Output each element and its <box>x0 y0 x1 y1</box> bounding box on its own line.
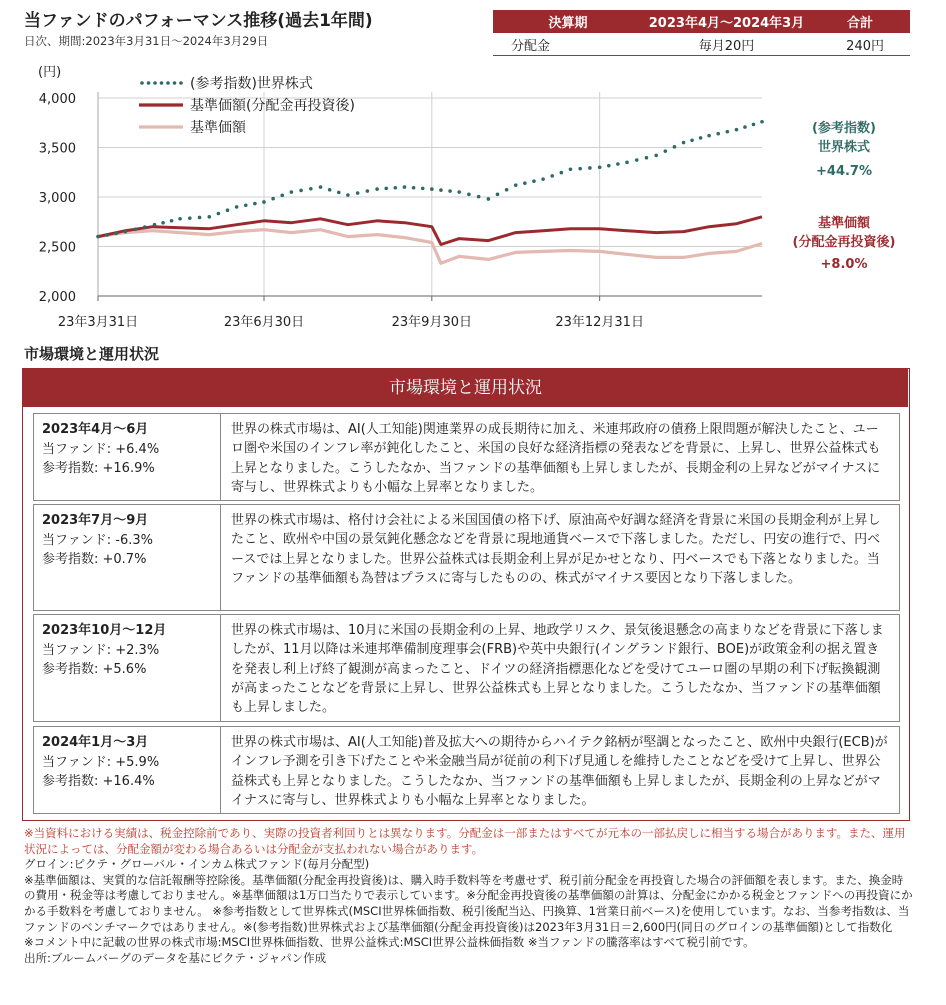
fund-name-note: グロイン:ピクテ・グローバル・インカム株式ファンド(毎月分配型) <box>24 857 370 872</box>
benchmark-point <box>682 141 686 145</box>
performance-chart <box>0 62 946 332</box>
quarter-summary <box>34 414 221 500</box>
benchmark-point <box>487 197 491 201</box>
legend-dot-swatch <box>166 81 170 85</box>
benchmark-point <box>319 185 323 189</box>
benchmark-point <box>514 183 518 187</box>
legend-label: (参考指数)世界株式 <box>190 76 313 92</box>
x-tick-label: 23年12月31日 <box>555 315 644 330</box>
benchmark-point <box>439 188 443 192</box>
benchmark-point <box>96 235 100 239</box>
benchmark-point <box>394 186 398 190</box>
benchmark-point <box>635 158 639 162</box>
fund-return: 当ファンド: +6.4% <box>42 442 160 457</box>
benchmark-point <box>124 230 128 234</box>
benchmark-point <box>375 187 379 191</box>
benchmark-point <box>366 189 370 193</box>
benchmark-point <box>541 177 545 181</box>
benchmark-point <box>290 190 294 194</box>
benchmark-point <box>198 216 202 220</box>
benchmark-point <box>217 212 221 216</box>
quarter-period: 2024年1月～3月 <box>42 735 149 750</box>
benchmark-point <box>153 223 157 227</box>
benchmark-point <box>226 208 230 212</box>
benchmark-point <box>280 194 284 198</box>
benchmark-point <box>598 166 602 170</box>
benchmark-point <box>188 216 192 220</box>
benchmark-end-label: 世界株式 <box>817 140 871 155</box>
benchmark-point <box>235 205 239 209</box>
market-section-heading: 市場環境と運用状況 <box>24 345 160 363</box>
dividend-table <box>493 10 910 56</box>
benchmark-point <box>105 233 109 237</box>
benchmark-point <box>578 167 582 171</box>
x-tick-label: 23年3月31日 <box>57 315 139 330</box>
benchmark-point <box>412 186 416 190</box>
benchmark-point <box>253 202 257 206</box>
legend-dot-swatch <box>179 81 183 85</box>
benchmark-point <box>707 134 711 138</box>
quarter-row <box>33 504 900 611</box>
benchmark-end-label: (参考指数) <box>812 121 876 136</box>
x-tick-label: 23年6月30日 <box>223 315 305 330</box>
benchmark-point <box>505 188 509 192</box>
benchmark-point <box>421 187 425 191</box>
benchmark-point <box>271 197 275 201</box>
benchmark-point <box>328 188 332 192</box>
quarter-commentary: 世界の株式市場は、10月に米国の長期金利の上昇、地政学リスク、景気後退懸念の高まりなどを背景に下落しましたが、11月以降は米連邦準備制度理事会(FRB)や英中央銀行(イングランド銀行、BOE)が政策金利の据え置きを発表し利上げ終了観測が高まったこと、ドイツの経済指標悪化などを受けてユーロ圏の早期の利下げ転換観測が高まったことなどを背景に上昇し、世界公益株式も上昇となりました。こうしたなか、当ファンドの基準価額も上昇しました。 <box>231 623 884 716</box>
benchmark-return-label: +44.7% <box>816 164 872 179</box>
y-tick-label: 2,500 <box>38 240 76 256</box>
legend-dot-swatch <box>140 81 144 85</box>
benchmark-point <box>726 130 730 134</box>
chart-period-subtitle: 日次、期間:2023年3月31日～2024年3月29日 <box>24 34 269 48</box>
legend-dot-swatch <box>173 81 177 85</box>
y-axis <box>38 65 98 305</box>
benchmark-point <box>569 167 573 171</box>
fund-return: 当ファンド: +5.9% <box>42 755 160 770</box>
benchmark-point <box>690 138 694 142</box>
reference-return: 参考指数: +5.6% <box>42 662 147 677</box>
x-axis <box>58 296 762 330</box>
benchmark-point <box>673 145 677 149</box>
benchmark-point <box>337 191 341 195</box>
y-unit-label: (円) <box>38 65 62 80</box>
y-tick-label: 2,000 <box>38 290 76 305</box>
benchmark-point <box>752 123 756 127</box>
market-commentary-box <box>22 368 910 821</box>
benchmark-point <box>309 187 313 191</box>
benchmark-point <box>133 228 137 232</box>
quarter-commentary: 世界の株式市場は、AI(人工知能)関連業界の成長期待に加え、米連邦政府の債務上限問題が解決したこと、ユーロ圏や米国のインフレ率が鈍化したこと、米国の良好な経済指標の発表などを背景に、上昇し、世界公益株式も上昇となりました。こうしたなか、当ファンドの基準価額も上昇しましたが、長期金利の上昇などがマイナスに寄与し、世界株式よりも小幅な上昇率となりました。 <box>231 422 881 495</box>
page-title: 当ファンドのパフォーマンス推移(過去1年間) <box>24 11 373 31</box>
benchmark-point <box>262 200 266 204</box>
benchmark-point <box>457 190 461 194</box>
nav-end-label: 基準価額 <box>817 216 871 231</box>
nav-reinvested-line <box>98 217 762 245</box>
dividend-header-total: 合計 <box>810 10 910 33</box>
chart-series <box>96 120 764 263</box>
disclaimer-note: ※当資料における実績は、税金控除前であり、実際の投資者利回りとは異なります。分配金は一部またはすべてが元本の一部払戻しに相当する場合があります。また、運用状況によっては、分配金額が変わる場合あるいは分配金が支払われない場合があります。 <box>24 826 906 856</box>
benchmark-point <box>664 149 668 153</box>
benchmark-point <box>588 166 592 170</box>
benchmark-point <box>356 191 360 195</box>
benchmark-point <box>448 189 452 193</box>
benchmark-point <box>496 193 500 197</box>
reference-return: 参考指数: +16.4% <box>42 774 155 789</box>
benchmark-point <box>403 185 407 189</box>
benchmark-point <box>346 193 350 197</box>
quarter-commentary: 世界の株式市場は、AI(人工知能)普及拡大への期待からハイテク銘柄が堅調となったこと、欧州中央銀行(ECB)がインフレ予測を引き下げたことや米金融当局が従前の利下げ見通しを維持したことなどを受けて上昇し、世界公益株式も上昇となりました。こうしたなか、当ファンドの基準価額も上昇しましたが、長期金利の上昇などがマイナスに寄与し、世界株式よりも小幅な上昇率となりました。 <box>231 735 888 808</box>
quarter-period: 2023年10月～12月 <box>42 623 167 638</box>
benchmark-point <box>645 156 649 160</box>
series-end-labels <box>793 120 896 272</box>
x-tick-label: 23年9月30日 <box>391 315 473 330</box>
reference-return: 参考指数: +16.9% <box>42 461 155 476</box>
legend-dot-swatch <box>153 81 157 85</box>
quarter-commentary: 世界の株式市場は、格付け会社による米国国債の格下げ、原油高や好調な経済を背景に米国の長期金利が上昇したこと、欧州や中国の景気鈍化懸念などを背景に現地通貨ベースで下落しました。ただし、円安の進行で、円ベースでは上昇となりました。世界公益株式は長期金利上昇が足かせとなり、円ベースでも下落となりました。当ファンドの基準価額も為替はプラスに寄与したものの、株式がマイナス要因となり下落しました。 <box>231 513 881 586</box>
benchmark-point <box>161 221 165 225</box>
benchmark-point <box>170 219 174 223</box>
benchmark-point <box>716 132 720 136</box>
y-tick-label: 4,000 <box>38 92 76 107</box>
dividend-row-monthly: 毎月20円 <box>643 33 810 56</box>
benchmark-point <box>616 162 620 166</box>
benchmark-point <box>477 195 481 199</box>
comment-note: ※コメント中に記載の世界の株式市場:MSCI世界株価指数、世界公益株式:MSCI世界公益株価指数 ※当ファンドの騰落率はすべて税引前です。 <box>24 935 755 950</box>
dividend-header-period: 決算期 <box>493 10 643 33</box>
benchmark-point <box>699 136 703 140</box>
benchmark-point <box>523 181 527 185</box>
legend-dot-swatch <box>160 81 164 85</box>
nav-end-label: (分配金再投資後) <box>792 235 896 250</box>
dividend-header-range: 2023年4月～2024年3月 <box>643 10 810 33</box>
quarter-row <box>33 614 900 722</box>
quarter-row <box>33 726 900 814</box>
benchmark-point <box>560 171 564 175</box>
legend-label: 基準価額(分配金再投資後) <box>190 98 355 114</box>
y-tick-label: 3,500 <box>38 141 76 157</box>
legend-label: 基準価額 <box>190 120 246 136</box>
benchmark-point <box>625 161 629 165</box>
benchmark-point <box>178 217 182 221</box>
quarter-summary <box>34 615 221 721</box>
quarter-period: 2023年7月～9月 <box>42 513 149 528</box>
benchmark-point <box>299 189 303 193</box>
benchmark-point <box>735 128 739 132</box>
quarter-row <box>33 413 900 501</box>
fund-return: 当ファンド: -6.3% <box>42 533 153 548</box>
benchmark-point <box>384 187 388 191</box>
nav-note: ※基準価額は、実質的な信託報酬等控除後。基準価額(分配金再投資後)は、購入時手数料等を考慮せず、税引前分配金を再投資した場合の評価額を表します。また、換金時の費用・税金等は考慮しておりません。※基準価額は1万口当たりで表示しています。※分配金再投資後の基準価額の計算は、分配金にかかる税金とファンドへの再投資にかかる手数料を考慮しておりません。 ※参考指数として世界株式(MSCI世界株価指数、税引後配当込、円換算、1営業日前ベース)を使用しています。なお、当参考指数は、当ファンドのベンチマークではありません。※(参考指数)世界株式および基準価額(分配金再投資後)は2023年3月31日＝2,600円(同日のグロインの基準価額)として指数化 <box>24 872 913 934</box>
benchmark-point <box>743 125 747 129</box>
benchmark-point <box>244 203 248 207</box>
quarter-summary <box>34 505 221 610</box>
footnotes <box>24 826 914 966</box>
benchmark-point <box>532 179 536 183</box>
quarter-summary <box>34 727 221 813</box>
fund-return: 当ファンド: +2.3% <box>42 643 160 658</box>
nav-return-label: +8.0% <box>820 257 868 272</box>
benchmark-point <box>143 225 147 229</box>
benchmark-point <box>760 120 764 124</box>
benchmark-point <box>654 154 658 158</box>
benchmark-point <box>430 187 434 191</box>
dividend-row-total: 240円 <box>810 33 910 56</box>
dividend-row-label: 分配金 <box>493 33 643 56</box>
chart-legend <box>139 75 355 136</box>
benchmark-point <box>607 164 611 168</box>
source-note: 出所:ブルームバーグのデータを基にピクテ・ジャパン作成 <box>24 950 327 965</box>
benchmark-point <box>114 232 118 236</box>
benchmark-point <box>467 193 471 197</box>
market-box-title: 市場環境と運用状況 <box>23 369 908 407</box>
legend-dot-swatch <box>147 81 151 85</box>
y-tick-label: 3,000 <box>38 191 76 206</box>
benchmark-point <box>550 174 554 178</box>
quarter-period: 2023年4月～6月 <box>42 422 149 437</box>
benchmark-point <box>207 215 211 219</box>
reference-return: 参考指数: +0.7% <box>42 552 147 567</box>
